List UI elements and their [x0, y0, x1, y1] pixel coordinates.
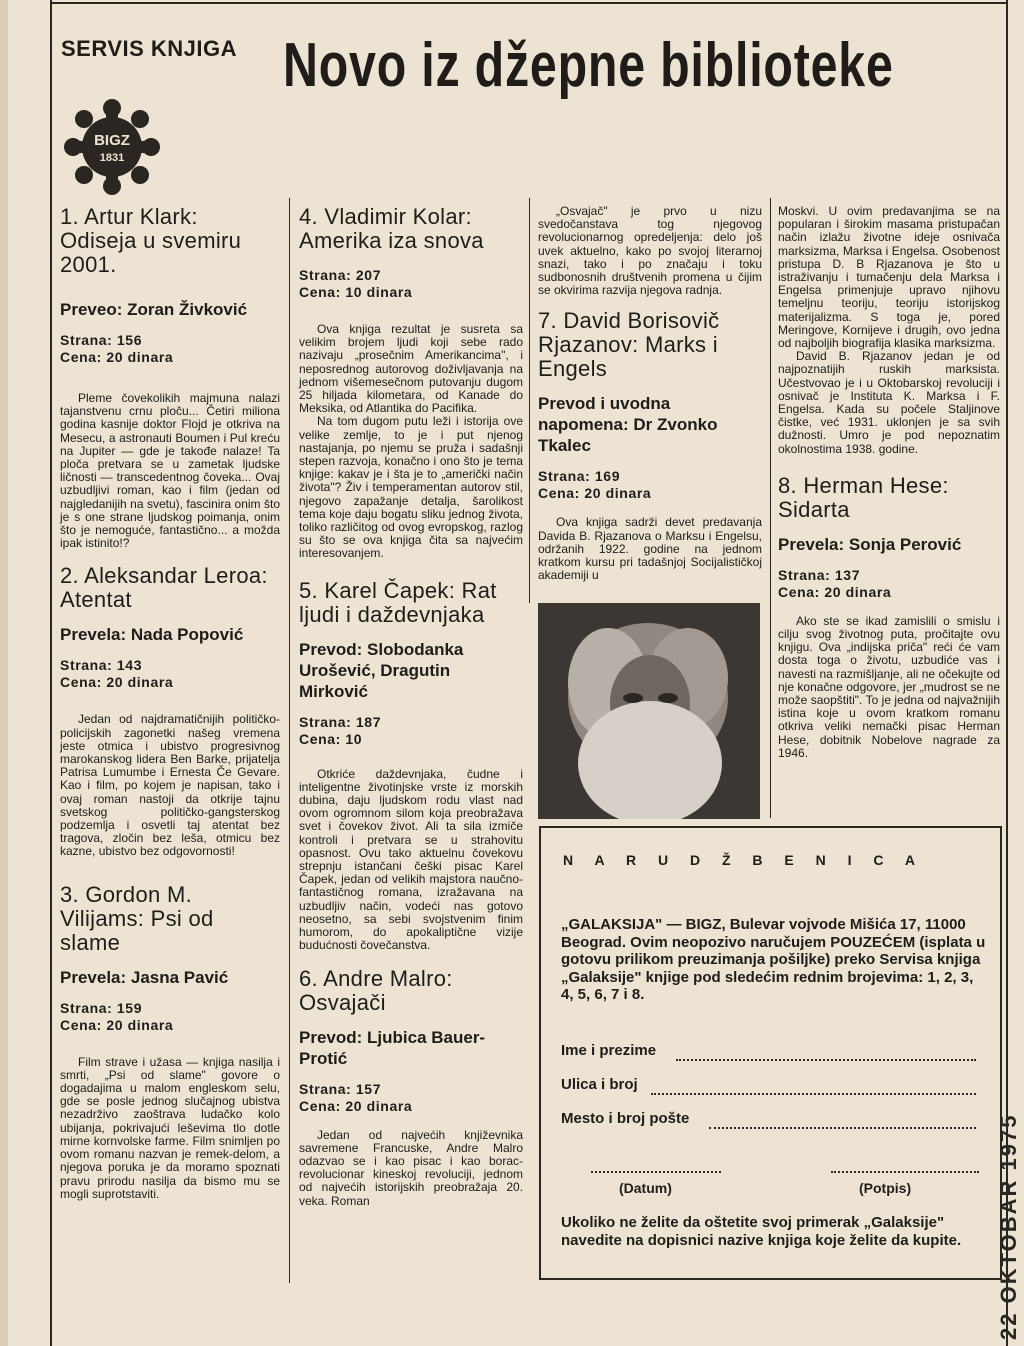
book-description: Film strave i užasa — knjiga nasilja i smrti, „Psi od slame" govore o dogadajima u malom engleskom selu, gde se posle jednog slučajnog ubistva nezadrživo zaoštrava ludačko kolo ubijanja, pokrivajući leševima tlo dotle mirne kornvolske farme. Film snimljen po ovom romanu nazvan je remek-delom, a njegova poruka je da moramo spoznati pravu prirodu nasilja da bismo mu se mogli suprotstaviti. [60, 1054, 280, 1201]
book-title: 1. Artur Klark: Odiseja u svemiru 2001. [60, 204, 242, 277]
book-price: Cena: 20 dinara [778, 583, 892, 600]
book-pages: Strana: 187 [299, 713, 382, 730]
book-description-cont: „Osvajač" je prvo u nizu svedočanstava tog njegovog revolucionarnog opredeljenja: delo još uvek aktuelno, kako po svojoj literarnoj snazi, tako i po značaju i toku sudbonosnih društvenih promena u čijim se okvirima razvija njegova radnja. [538, 204, 762, 298]
book-price: Cena: 20 dinara [60, 674, 174, 691]
book-price: Cena: 10 dinara [299, 284, 413, 300]
book-pages: Strana: 207 [299, 267, 382, 283]
date-label: (Datum) [619, 1180, 672, 1196]
book-pages: Strana: 143 [60, 657, 143, 674]
signature-label: (Potpis) [859, 1180, 912, 1196]
frame-top-rule [50, 2, 1008, 4]
book-translator: Prevod i uvodna napomena: Dr Zvonko Tkalec [538, 394, 718, 456]
column-3 [538, 205, 762, 596]
book-title: 3. Gordon M. Vilijams: Psi od slame [60, 881, 214, 955]
city-label: Mesto i broj pošte [561, 1110, 690, 1127]
book-translator: Prevod: Slobodanka Urošević, Dragutin Mirković [299, 639, 464, 701]
book-description-cont: Na tom dugom putu leži i istorija ove velike zemlje, to je i put njenog nastajanja, po njemu se pruža i sadašnji stepen razvoja, konačno i ono što je tema knjige: kakav je i šta je to „američki način života"? Živ i temperamentan autorov stil, njegovo zapažanje detalja, šarolikost tema koje daju bogatu sliku jednog života, toliko različitog od ovog evropskog, razlog su što se ova knjiga čita sa najvećim interesovanjem. [299, 414, 523, 561]
portrait-image [538, 603, 760, 819]
book-translator: Prevod: Ljubica Bauer-Protić [299, 1027, 486, 1068]
order-form [539, 826, 1002, 1280]
book-title: 2. Aleksandar Leroa: Atentat [60, 563, 268, 613]
book-description-cont: Moskvi. U ovim predavanjima se na popularan i širokim masama pristupačan način izlažu životne ideje osnivača marksizma, Marksa i Engelsa. Osobenost pristupa D. B Rjazanova je što u istraživanju i tumačenju dela Marksa i Engelsa primenjuje upravo njihovu temeljnu teoriju, teoriju istorijskog materijalizma. S toga je, pored Meringove, Kornijeve i drugih, ovo jedna od najboljih biografija klasika marksizma. [778, 204, 1000, 351]
street-field[interactable] [651, 1093, 976, 1095]
column-4 [778, 205, 1000, 774]
book-price: Cena: 20 dinara [60, 349, 174, 365]
book-entry [299, 579, 523, 953]
book-entry [538, 309, 762, 582]
book-description: Pleme čovekolikih majmuna nalazi tajanstvenu crnu ploču... Četiri miliona godina kasnije doktor Flojd je otkriva na Mesecu, a astronauti Boumen i Pul kreću na Jupiter — gde je takođe nalaze! Ta ploča pretvara se u zametak ljudske ličnosti — transcedentnog čoveka... Ovaj uzbudljivi roman, kao i film (jedan od najgledanijih na svetu), fascinira onim što je s one strane ljudskog poimanja, onim što je nemoguće, fantastično... a možda ipak istinito!? [60, 391, 280, 551]
order-form-text: „GALAKSIJA" — BIGZ, Bulevar vojvode Mišića 17, 11000 Beograd. Ovim neopozivo naručujem POUZEĆEM (isplata u gotovu prilikom preuzimanja pošiljke) preko Servisa knjiga „Galaksije" knjige pod sledećim rednim brojevima: 1, 2, 3, 4, 5, 6, 7 i 8. [561, 916, 986, 1003]
signature-field[interactable] [831, 1171, 979, 1173]
city-field[interactable] [709, 1127, 976, 1129]
column-divider [770, 198, 771, 818]
book-price: Cena: 10 [299, 730, 363, 747]
book-translator: Preveo: Zoran Živković [60, 300, 248, 319]
book-price: Cena: 20 dinara [538, 485, 652, 502]
bigz-logo [62, 98, 162, 196]
book-title: 6. Andre Malro: Osvajači [299, 965, 453, 1015]
book-title: 5. Karel Čapek: Rat ljudi i daždevnjaka [299, 577, 497, 627]
book-pages: Strana: 157 [299, 1080, 382, 1097]
page-edge [0, 0, 8, 1346]
logo-year: 1831 [99, 152, 125, 164]
book-title: 7. David Borisovič Rjazanov: Marks i Engels [538, 308, 720, 382]
name-field[interactable] [676, 1059, 976, 1061]
section-label: SERVIS KNJIGA [61, 36, 238, 61]
book-translator: Prevela: Nada Popović [60, 625, 244, 645]
book-title: 4. Vladimir Kolar: Amerika iza snova [299, 204, 484, 253]
date-field[interactable] [591, 1171, 721, 1173]
name-label: Ime i prezime [561, 1042, 657, 1059]
order-form-title: N A R U D Ž B E N I C A [563, 852, 924, 868]
column-divider [529, 198, 530, 603]
book-title: 8. Herman Hese: Sidarta [778, 472, 949, 522]
book-entry [60, 205, 280, 550]
book-entry [778, 474, 1000, 760]
book-translator: Prevela: Sonja Perović [778, 534, 962, 554]
page-headline: Novo iz džepne biblioteke [283, 31, 894, 100]
book-description: Otkriće daždevnjaka, čudne i inteligentne životinjske vrste iz morskih dubina, daju ljudskom rodu vlast nad ovom ogromnom silom koja preobražava svet i čovekov život. Ali ta sila izmiče kontroli i pretvara se u strahovitu opasnost. Ovu tako aktuelnu čovekovu strepnju istančani češki pisac Karel Čapek, jedan od velikih majstora naučno-fantastičnog romana, izražavana na uzbudljiv način, vodeći nas gotovo neosetno, sa sebi svojstvenim finim humorom, do apokaliptične vizije budućnosti čovečanstva. [299, 766, 523, 953]
book-entry [60, 564, 280, 858]
column-2 [299, 205, 523, 1222]
book-description: Jedan od najvećih književnika savremene Francuske, Andre Malro odazvao se i kao pisac i kao borac-revolucionar kineskoj revoluciji, jednom od najvećih istorijskih preobražaja 20. veka. Roman [299, 1127, 523, 1208]
book-entry [299, 967, 523, 1208]
order-form-footer: Ukoliko ne želite da oštetite svoj primerak „Galaksije" navedite na dopisnici nazive knjiga koje želite da kupite. [561, 1214, 962, 1249]
book-description: Ova knjiga sadrži devet predavanja Davida B. Rjazanova o Marksu i Engelsu, održanih 1922. godine na jednom kratkom kursu pri tadašnjoj Socijalističkoj akademiji u [538, 515, 762, 583]
issue-date-side: 22 OKTOBAR 1975 [996, 1113, 1021, 1340]
column-divider [289, 198, 290, 1283]
book-description: Ova knjiga rezultat je susreta sa velikim brojem ljudi koji sebe rado nazivaju „prosečnim Amerikancima", i neposrednog autorovog doživljavanja na jednom višemesečnom putovanju dugom 25 hiljada kilometara, od Kanade do Meksika, od Atlantika do Pacifika. [299, 322, 523, 416]
book-pages: Strana: 156 [60, 332, 143, 348]
book-price: Cena: 20 dinara [60, 1016, 174, 1033]
portrait-photo [538, 603, 760, 819]
book-description: Jedan od najdramatičnijih političko-policijskih zagonetki našeg vremena jeste otmica i ubistvo progresivnog marokanskog lidera Ben Barke, prijatelja Patrisa Lumumbe i Ernesta Če Gevare. Kao i film, po kojem je napisan, tako i ovaj roman nastoji da otkrije tajnu svetskog političko-gangsterskog podzemlja i osvetli taj atentat bez tragova, zločin bez leša, otmicu bez kazne, ubistvo bez odgovornosti! [60, 712, 280, 859]
book-entry [299, 205, 523, 561]
frame-left-rule [50, 0, 52, 1346]
street-label: Ulica i broj [561, 1076, 638, 1093]
logo-text: BIGZ [94, 132, 130, 149]
book-description: Ako ste se ikad zamislili o smislu i cilju svog životnog puta, pročitajte ovu knjigu. Ova „indijska priča" reći će vam dosta toga o životu, uzbudiće vas i navesti na razmišljanje, ali ne očekujte od nje konačne odgovore, jer „mudrost se ne može saopštiti". To je jedna od najvažnijih istina koje u ovom kratkom romanu otkriva veliki nemački pisac Herman Hese, dobitnik Nobelove nagrade za 1946. [778, 613, 1000, 760]
book-pages: Strana: 137 [778, 566, 861, 583]
book-pages: Strana: 159 [60, 999, 143, 1016]
book-pages: Strana: 169 [538, 468, 621, 485]
book-description-cont: David B. Rjazanov jedan je od najpoznatijih ruskih marksista. Učestvovao je i u Oktobarskoj revoluciji i osnivač je Instituta K. Marksa i F. Engelsa. Kada su počele Staljinove čistke, već 1931. uklonjen je sa svih dužnosti. Umro je pod nepoznatim okolnostima 1938. godine. [778, 349, 1000, 456]
book-translator: Prevela: Jasna Pavić [60, 967, 229, 987]
book-price: Cena: 20 dinara [299, 1097, 413, 1114]
book-entry [60, 883, 280, 1201]
column-1 [60, 205, 280, 1215]
